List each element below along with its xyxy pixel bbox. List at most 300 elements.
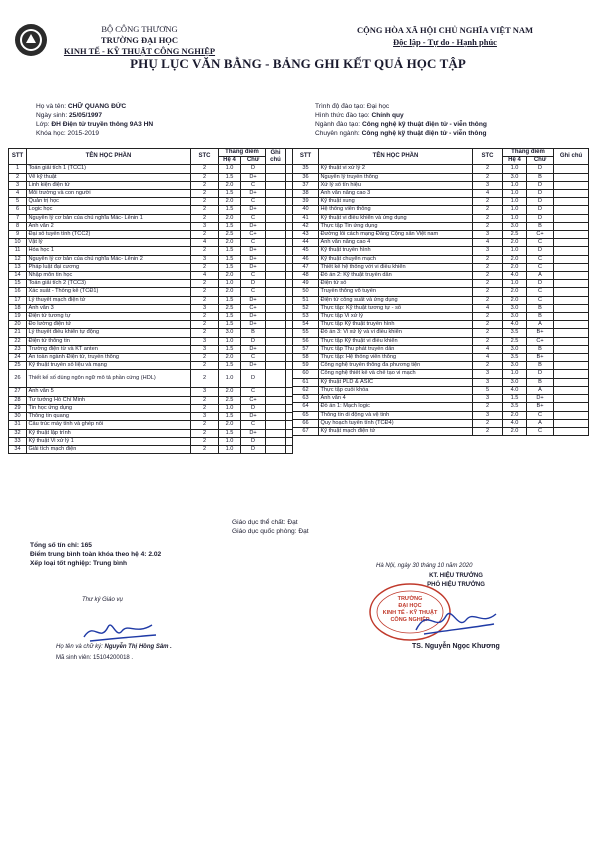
row-scale4: 1.5: [219, 255, 241, 263]
row-stt: 15: [9, 280, 27, 288]
row-letter: D+: [241, 296, 266, 304]
table-row: [9, 404, 293, 412]
spec-value: Công nghệ kỹ thuật điện tử - viễn thông: [361, 130, 487, 137]
secretary-name-label: Họ tên và chữ ký:: [56, 644, 103, 650]
row-note: [554, 362, 589, 370]
row-scale4: 4.0: [503, 386, 527, 394]
row-credits: 2: [191, 329, 219, 337]
row-scale4: 2.0: [219, 239, 241, 247]
row-note: [554, 280, 589, 288]
row-note: [554, 386, 589, 394]
row-course: Thông tin di động và vệ tinh: [319, 411, 473, 419]
row-note: [554, 354, 589, 362]
row-stt: 10: [9, 239, 27, 247]
row-letter: C: [527, 239, 554, 247]
row-credits: 2: [191, 437, 219, 445]
row-scale4: 1.0: [503, 181, 527, 189]
col-scale4: Hệ 4: [503, 157, 527, 165]
row-note: [554, 222, 589, 230]
university-line1: TRƯỜNG ĐẠI HỌC: [100, 35, 179, 45]
table-row: [293, 296, 589, 304]
row-letter: D: [241, 165, 266, 173]
row-letter: D+: [241, 222, 266, 230]
row-note: [554, 272, 589, 280]
table-row: [9, 413, 293, 421]
table-row: [9, 231, 293, 239]
grades-table-right: [292, 148, 589, 436]
row-letter: D: [241, 404, 266, 412]
row-credits: 2: [473, 321, 503, 329]
row-course: Điện tử tương tự: [27, 313, 191, 321]
row-stt: 57: [293, 345, 319, 353]
row-letter: C: [527, 255, 554, 263]
row-letter: B: [527, 378, 554, 386]
row-stt: 31: [9, 421, 27, 429]
row-credits: 2: [191, 231, 219, 239]
row-note: [266, 165, 286, 173]
row-stt: 37: [293, 181, 319, 189]
row-credits: 2: [473, 337, 503, 345]
row-stt: 43: [293, 231, 319, 239]
row-course: Thực tập Vi xử lý: [319, 313, 473, 321]
table-row: [293, 181, 589, 189]
row-credits: 2: [191, 354, 219, 362]
row-letter: C: [241, 214, 266, 222]
row-course: Lý thuyết điều khiển tự động: [27, 329, 191, 337]
table-row: [293, 313, 589, 321]
row-note: [554, 239, 589, 247]
row-credits: 2: [473, 288, 503, 296]
row-letter: D+: [241, 263, 266, 271]
row-course: Điện tử thông tin: [27, 337, 191, 345]
row-course: Xác suất - Thống kê (TCĐ1): [27, 288, 191, 296]
table-row: [293, 411, 589, 419]
row-scale4: 2.0: [219, 272, 241, 280]
row-course: Thiết kế hệ thống với vi điều khiển: [319, 263, 473, 271]
row-credits: 3: [473, 370, 503, 378]
row-course: Pháp luật đại cương: [27, 263, 191, 271]
row-letter: B+: [527, 354, 554, 362]
row-course: Kỹ thuật vi xử lý 2: [319, 165, 473, 173]
row-course: Điện tử công suất và ứng dụng: [319, 296, 473, 304]
row-note: [554, 329, 589, 337]
table-row: [293, 354, 589, 362]
table-row: [9, 206, 293, 214]
table-row: [9, 388, 293, 396]
row-stt: 49: [293, 280, 319, 288]
table-row: [293, 395, 589, 403]
row-stt: 42: [293, 222, 319, 230]
row-note: [266, 181, 286, 189]
row-letter: D: [241, 337, 266, 345]
table-row: [9, 445, 293, 453]
row-note: [266, 437, 286, 445]
row-note: [554, 411, 589, 419]
row-letter: D: [527, 247, 554, 255]
row-credits: 2: [191, 206, 219, 214]
row-credits: 2: [473, 206, 503, 214]
row-course: An toàn ngành Điện tử, truyền thông: [27, 354, 191, 362]
row-scale4: 3.0: [503, 378, 527, 386]
row-scale4: 3.0: [503, 313, 527, 321]
row-letter: C: [241, 288, 266, 296]
row-stt: 61: [293, 378, 319, 386]
row-note: [266, 255, 286, 263]
row-letter: B+: [527, 329, 554, 337]
table-row: [293, 378, 589, 386]
row-scale4: 2.0: [219, 288, 241, 296]
row-letter: B: [241, 329, 266, 337]
stamp-line1: TRƯỜNG: [397, 596, 423, 602]
row-scale4: 2.0: [219, 214, 241, 222]
table-row: [293, 206, 589, 214]
row-letter: D: [527, 280, 554, 288]
table-row: [9, 329, 293, 337]
row-credits: 2: [191, 173, 219, 181]
student-name: CHỮ QUANG ĐỨC: [67, 103, 127, 110]
row-note: [266, 190, 286, 198]
table-row: [293, 272, 589, 280]
table-row: [293, 345, 589, 353]
row-course: Toán giải tích 1 (TCC1): [27, 165, 191, 173]
row-scale4: 3.0: [503, 304, 527, 312]
row-letter: C: [527, 288, 554, 296]
row-note: [266, 304, 286, 312]
row-note: [266, 345, 286, 353]
motto: Độc lập - Tự do - Hạnh phúc: [393, 37, 497, 47]
row-credits: 3: [191, 413, 219, 421]
row-stt: 3: [9, 181, 27, 189]
row-course: Thực tập Kỹ thuật truyền hình: [319, 321, 473, 329]
row-letter: D: [241, 280, 266, 288]
row-note: [554, 198, 589, 206]
table-row: [9, 198, 293, 206]
row-stt: 4: [9, 190, 27, 198]
table-row: [9, 313, 293, 321]
table-row: [293, 280, 589, 288]
row-credits: 3: [191, 337, 219, 345]
row-scale4: 3.0: [503, 173, 527, 181]
header-left: [52, 24, 227, 57]
table-row: [293, 165, 589, 173]
row-course: Vật lý: [27, 239, 191, 247]
table-row: [293, 386, 589, 394]
row-stt: 12: [9, 255, 27, 263]
student-class: ĐH Điện tử truyền thông 9A3 HN: [51, 121, 154, 128]
row-scale4: 1.5: [219, 345, 241, 353]
row-scale4: 1.0: [503, 247, 527, 255]
row-stt: 58: [293, 354, 319, 362]
country-name: CỘNG HÒA XÃ HỘI CHỦ NGHĨA VIỆT NAM: [356, 25, 534, 35]
table-row: [9, 222, 293, 230]
row-letter: D: [527, 370, 554, 378]
row-credits: 2: [191, 280, 219, 288]
table-row: [9, 173, 293, 181]
row-scale4: 1.0: [219, 370, 241, 388]
row-credits: 2: [191, 321, 219, 329]
row-stt: 19: [9, 313, 27, 321]
row-letter: C: [241, 388, 266, 396]
row-credits: 3: [473, 181, 503, 189]
row-letter: C: [527, 427, 554, 435]
row-note: [266, 173, 286, 181]
signer-role1: KT. HIỆU TRƯỞNG: [429, 573, 483, 579]
row-stt: 35: [293, 165, 319, 173]
row-credits: 2: [191, 288, 219, 296]
row-letter: C+: [241, 396, 266, 404]
row-course: Thực tập: Kỹ thuật tương tự - số: [319, 304, 473, 312]
table-row: [293, 214, 589, 222]
row-stt: 56: [293, 337, 319, 345]
secretary-name-line: [56, 644, 316, 650]
row-stt: 41: [293, 214, 319, 222]
row-letter: C: [527, 411, 554, 419]
row-stt: 66: [293, 419, 319, 427]
row-stt: 60: [293, 370, 319, 378]
row-credits: 2: [191, 362, 219, 370]
row-course: Hệ thống viễn thông: [319, 206, 473, 214]
row-credits: 2: [473, 272, 503, 280]
row-scale4: 2.0: [503, 288, 527, 296]
row-course: Tư tưởng Hồ Chí Minh: [27, 396, 191, 404]
row-letter: C: [527, 296, 554, 304]
row-course: Điện tử số: [319, 280, 473, 288]
row-course: Tin học ứng dụng: [27, 404, 191, 412]
row-course: Lý thuyết mạch điện tử: [27, 296, 191, 304]
row-letter: D+: [241, 362, 266, 370]
row-note: [554, 255, 589, 263]
row-scale4: 1.5: [219, 413, 241, 421]
row-stt: 30: [9, 413, 27, 421]
row-scale4: 3.0: [503, 345, 527, 353]
row-note: [266, 404, 286, 412]
row-course: Trường điện từ và KT anten: [27, 345, 191, 353]
row-scale4: 1.0: [503, 198, 527, 206]
row-credits: 2: [191, 445, 219, 453]
row-letter: D+: [241, 313, 266, 321]
row-course: Kỹ thuật chuyển mạch: [319, 255, 473, 263]
row-letter: D: [527, 214, 554, 222]
row-letter: D+: [241, 429, 266, 437]
student-info-left: [36, 102, 286, 138]
row-course: Đồ án 3: Vi xử lý và vi điều khiển: [319, 329, 473, 337]
row-credits: 2: [473, 165, 503, 173]
row-note: [554, 345, 589, 353]
row-stt: 8: [9, 222, 27, 230]
col-letter: Chữ: [241, 157, 266, 165]
table-row: [293, 222, 589, 230]
col-course: TÊN HỌC PHẦN: [319, 149, 473, 165]
col-credits: STC: [473, 149, 503, 165]
row-course: Nguyên lý cơ bản của chủ nghĩa Mác- Lênin 1: [27, 214, 191, 222]
table-row: [293, 337, 589, 345]
row-note: [266, 421, 286, 429]
row-scale4: 3.5: [503, 354, 527, 362]
row-credits: 4: [473, 354, 503, 362]
row-scale4: 2.0: [503, 255, 527, 263]
row-course: Thực tập Thu phát truyền dẫn: [319, 345, 473, 353]
col-stt: STT: [293, 149, 319, 165]
student-id-line: [56, 655, 316, 661]
row-letter: D+: [241, 206, 266, 214]
row-stt: 51: [293, 296, 319, 304]
row-credits: 2: [473, 222, 503, 230]
row-course: Thực tập Kỹ thuật vi điều khiển: [319, 337, 473, 345]
row-stt: 2: [9, 173, 27, 181]
col-note: Ghi chú: [554, 149, 589, 165]
row-letter: D: [241, 437, 266, 445]
row-credits: 2: [191, 247, 219, 255]
page-title: PHỤ LỤC VĂN BẰNG - BẢNG GHI KẾT QUẢ HỌC TẬP: [130, 56, 466, 71]
row-scale4: 2.5: [219, 304, 241, 312]
table-row: [293, 190, 589, 198]
table-row: [9, 437, 293, 445]
row-scale4: 3.0: [503, 362, 527, 370]
row-scale4: 2.5: [503, 337, 527, 345]
row-stt: 34: [9, 445, 27, 453]
row-course: Xử lý số tín hiệu: [319, 181, 473, 189]
row-stt: 7: [9, 214, 27, 222]
table-row: [9, 181, 293, 189]
row-note: [266, 288, 286, 296]
row-course: Anh văn nâng cao 4: [319, 239, 473, 247]
row-course: Vẽ kỹ thuật: [27, 173, 191, 181]
row-stt: 46: [293, 255, 319, 263]
row-course: Thực tập Tin ứng dụng: [319, 222, 473, 230]
row-course: Kỹ thuật lập trình: [27, 429, 191, 437]
spec-label: Chuyên ngành:: [315, 130, 360, 137]
table-row: [293, 173, 589, 181]
row-note: [266, 429, 286, 437]
row-note: [554, 190, 589, 198]
row-course: Nguyên lý truyền thông: [319, 173, 473, 181]
row-letter: D: [527, 181, 554, 189]
table-row: [293, 427, 589, 435]
row-stt: 47: [293, 263, 319, 271]
row-scale4: 1.5: [219, 206, 241, 214]
row-stt: 18: [9, 304, 27, 312]
name-label: Họ và tên:: [36, 103, 67, 110]
row-letter: C: [241, 272, 266, 280]
row-letter: A: [527, 272, 554, 280]
row-credits: 2: [191, 421, 219, 429]
row-stt: 22: [9, 337, 27, 345]
row-credits: 2: [191, 214, 219, 222]
row-course: Công nghệ thiết kế và chế tạo vi mạch: [319, 370, 473, 378]
secretary-signature-icon: [80, 613, 160, 647]
row-credits: 2: [191, 296, 219, 304]
table-row: [9, 354, 293, 362]
row-note: [266, 329, 286, 337]
table-row: [9, 263, 293, 271]
row-course: Linh kiện điện tử: [27, 181, 191, 189]
row-letter: C: [241, 354, 266, 362]
row-note: [266, 396, 286, 404]
row-course: Đo lường điện tử: [27, 321, 191, 329]
row-scale4: 2.0: [503, 427, 527, 435]
issue-date: Hà Nội, ngày 30 tháng 10 năm 2020: [376, 563, 473, 569]
row-scale4: 2.0: [219, 198, 241, 206]
row-course: Thiết kế số dùng ngôn ngữ mô tả phần cứng (HDL): [27, 370, 191, 388]
row-course: Thực tập cuối khóa: [319, 386, 473, 394]
row-scale4: 1.0: [503, 206, 527, 214]
row-scale4: 1.0: [503, 280, 527, 288]
table-row: [293, 255, 589, 263]
row-scale4: 2.0: [503, 296, 527, 304]
row-note: [554, 181, 589, 189]
row-credits: 3: [191, 345, 219, 353]
row-credits: 2: [473, 263, 503, 271]
total-credits: Tổng số tín chỉ: 165: [30, 542, 92, 549]
row-stt: 50: [293, 288, 319, 296]
row-letter: A: [527, 386, 554, 394]
row-scale4: 1.5: [219, 263, 241, 271]
row-scale4: 1.5: [219, 362, 241, 370]
row-course: Thông tin quang: [27, 413, 191, 421]
row-scale4: 4.0: [503, 272, 527, 280]
row-scale4: 1.0: [503, 165, 527, 173]
row-scale4: 2.0: [503, 239, 527, 247]
row-course: Kỹ thuật PLD & ASIC: [319, 378, 473, 386]
table-row: [9, 345, 293, 353]
row-note: [266, 198, 286, 206]
table-row: [9, 288, 293, 296]
row-credits: 4: [473, 304, 503, 312]
row-stt: 27: [9, 388, 27, 396]
row-letter: C: [241, 198, 266, 206]
row-course: Kỹ thuật Vi xử lý 1: [27, 437, 191, 445]
row-note: [266, 296, 286, 304]
row-credits: 2: [473, 362, 503, 370]
row-course: Quy hoạch tuyến tính (TCĐ4): [319, 419, 473, 427]
row-scale4: 2.0: [503, 263, 527, 271]
row-course: Thực tập: Hệ thống viễn thông: [319, 354, 473, 362]
row-note: [554, 403, 589, 411]
grades-table-left: [8, 148, 293, 454]
row-stt: 14: [9, 272, 27, 280]
table-row: [293, 370, 589, 378]
row-scale4: 2.0: [219, 388, 241, 396]
row-scale4: 2.5: [219, 396, 241, 404]
dob-label: Ngày sinh:: [36, 112, 68, 119]
row-scale4: 1.5: [503, 395, 527, 403]
row-scale4: 3.5: [503, 329, 527, 337]
course-label: Khóa học:: [36, 130, 66, 137]
row-stt: 40: [293, 206, 319, 214]
row-note: [554, 206, 589, 214]
table-row: [293, 403, 589, 411]
row-letter: D: [527, 165, 554, 173]
col-note: Ghi chú: [266, 149, 286, 165]
row-letter: D+: [241, 247, 266, 255]
row-credits: 2: [191, 198, 219, 206]
row-stt: 39: [293, 198, 319, 206]
table-row: [293, 304, 589, 312]
row-note: [554, 231, 589, 239]
row-stt: 32: [9, 429, 27, 437]
row-note: [266, 280, 286, 288]
row-course: Anh văn 3: [27, 304, 191, 312]
row-course: Môi trường và con người: [27, 190, 191, 198]
row-stt: 67: [293, 427, 319, 435]
row-course: Công nghệ truyền thông đa phương tiện: [319, 362, 473, 370]
row-scale4: 1.5: [219, 173, 241, 181]
ministry-logo-icon: [14, 23, 48, 57]
col-course: TÊN HỌC PHẦN: [27, 149, 191, 165]
row-course: Anh văn nâng cao 3: [319, 190, 473, 198]
stamp-line4: CÔNG NGHIỆP: [390, 617, 430, 623]
student-info-right: [315, 102, 585, 138]
